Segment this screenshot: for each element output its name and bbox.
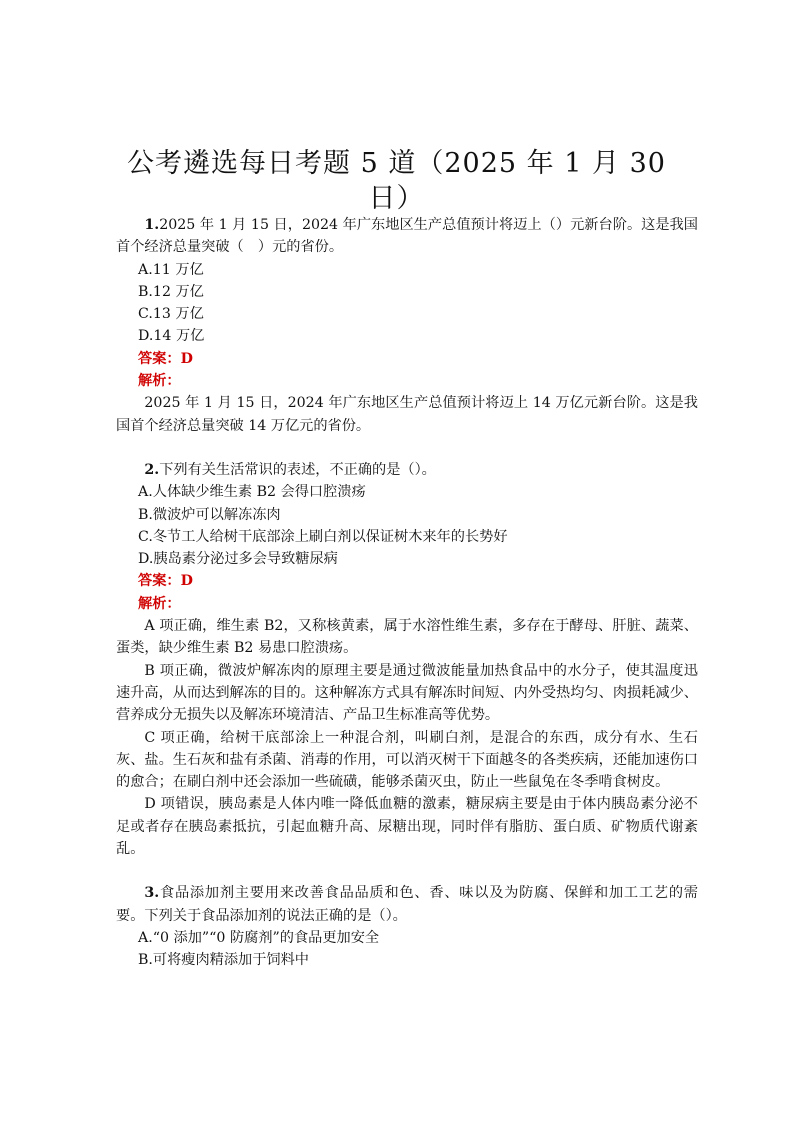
question-3 <box>116 882 698 971</box>
option-b: B.微波炉可以解冻冻肉 <box>138 506 281 523</box>
analysis-paragraph: B 项正确，微波炉解冻肉的原理主要是通过微波能量加热食品中的水分子，使其温度迅速升高，从而达到解冻的目的。这种解冻方式具有解冻时间短、内外受热均匀、肉损耗减少、营养成分无损失以及解冻环境清洁、产品卫生标准高等优势。 <box>116 662 698 724</box>
question-stem: 2.下列有关生活常识的表述，不正确的是（）。 <box>144 461 436 478</box>
question-number: 2. <box>144 461 160 478</box>
analysis-paragraph: D 项错误，胰岛素是人体内唯一降低血糖的激素，糖尿病主要是由于体内胰岛素分泌不足或者存在胰岛素抵抗，引起血糖升高、尿糖出现，同时伴有脂肪、蛋白质、矿物质代谢紊乱。 <box>116 796 698 858</box>
spacer <box>116 860 698 882</box>
question-stem: 3.食品添加剂主要用来改善食品品质和色、香、味以及为防腐、保鲜和加工工艺的需要。下列关于食品添加剂的说法正确的是（）。 <box>116 885 698 924</box>
page-title: 公考遴选每日考题 5 道（2025 年 1 月 30 日） <box>127 148 666 214</box>
option-c: C.13 万亿 <box>138 306 204 323</box>
analysis-label: 解析： <box>138 373 181 390</box>
question-number: 1. <box>144 217 160 233</box>
question-1 <box>116 214 698 437</box>
option-b: B.12 万亿 <box>138 283 204 300</box>
analysis-label: 解析： <box>138 595 181 612</box>
option-b: B.可将瘦肉精添加于饲料中 <box>138 952 309 969</box>
option-c: C.冬节工人给树干底部涂上刷白剂以保证树木来年的长势好 <box>138 528 508 545</box>
option-a: A.11 万亿 <box>138 261 204 278</box>
question-stem: 1.2025 年 1 月 15 日，2024 年广东地区生产总值预计将迈上（）元新台阶。这是我国首个经济总量突破（ ）元的省份。 <box>116 217 698 256</box>
option-a: A.人体缺少维生素 B2 会得口腔溃疡 <box>138 484 366 501</box>
question-number: 3. <box>144 885 160 902</box>
answer: 答案：D <box>138 573 193 590</box>
spacer <box>116 437 698 459</box>
analysis-paragraph: C 项正确，给树干底部涂上一种混合剂，叫刷白剂，是混合的东西，成分有水、生石灰、盐。生石灰和盐有杀菌、消毒的作用，可以消灭树干下面越冬的各类疾病，还能加速伤口的愈合；在刷白剂中还会添加一些硫磺，能够杀菌灭虫，防止一些鼠兔在冬季啃食树皮。 <box>116 729 698 791</box>
question-2 <box>116 459 698 860</box>
option-d: D.胰岛素分泌过多会导致糖尿病 <box>138 551 338 568</box>
analysis-paragraph: A 项正确，维生素 B2，又称核黄素，属于水溶性维生素，多存在于酵母、肝脏、蔬菜、蛋类，缺少维生素 B2 易患口腔溃疡。 <box>116 618 698 657</box>
document-body <box>116 214 698 972</box>
option-a: A.“0 添加”“0 防腐剂”的食品更加安全 <box>138 929 380 946</box>
answer: 答案：D <box>138 350 193 367</box>
option-d: D.14 万亿 <box>138 328 205 345</box>
analysis-paragraph: 2025 年 1 月 15 日，2024 年广东地区生产总值预计将迈上 14 万亿元新台阶。这是我国首个经济总量突破 14 万亿元的省份。 <box>116 395 698 434</box>
